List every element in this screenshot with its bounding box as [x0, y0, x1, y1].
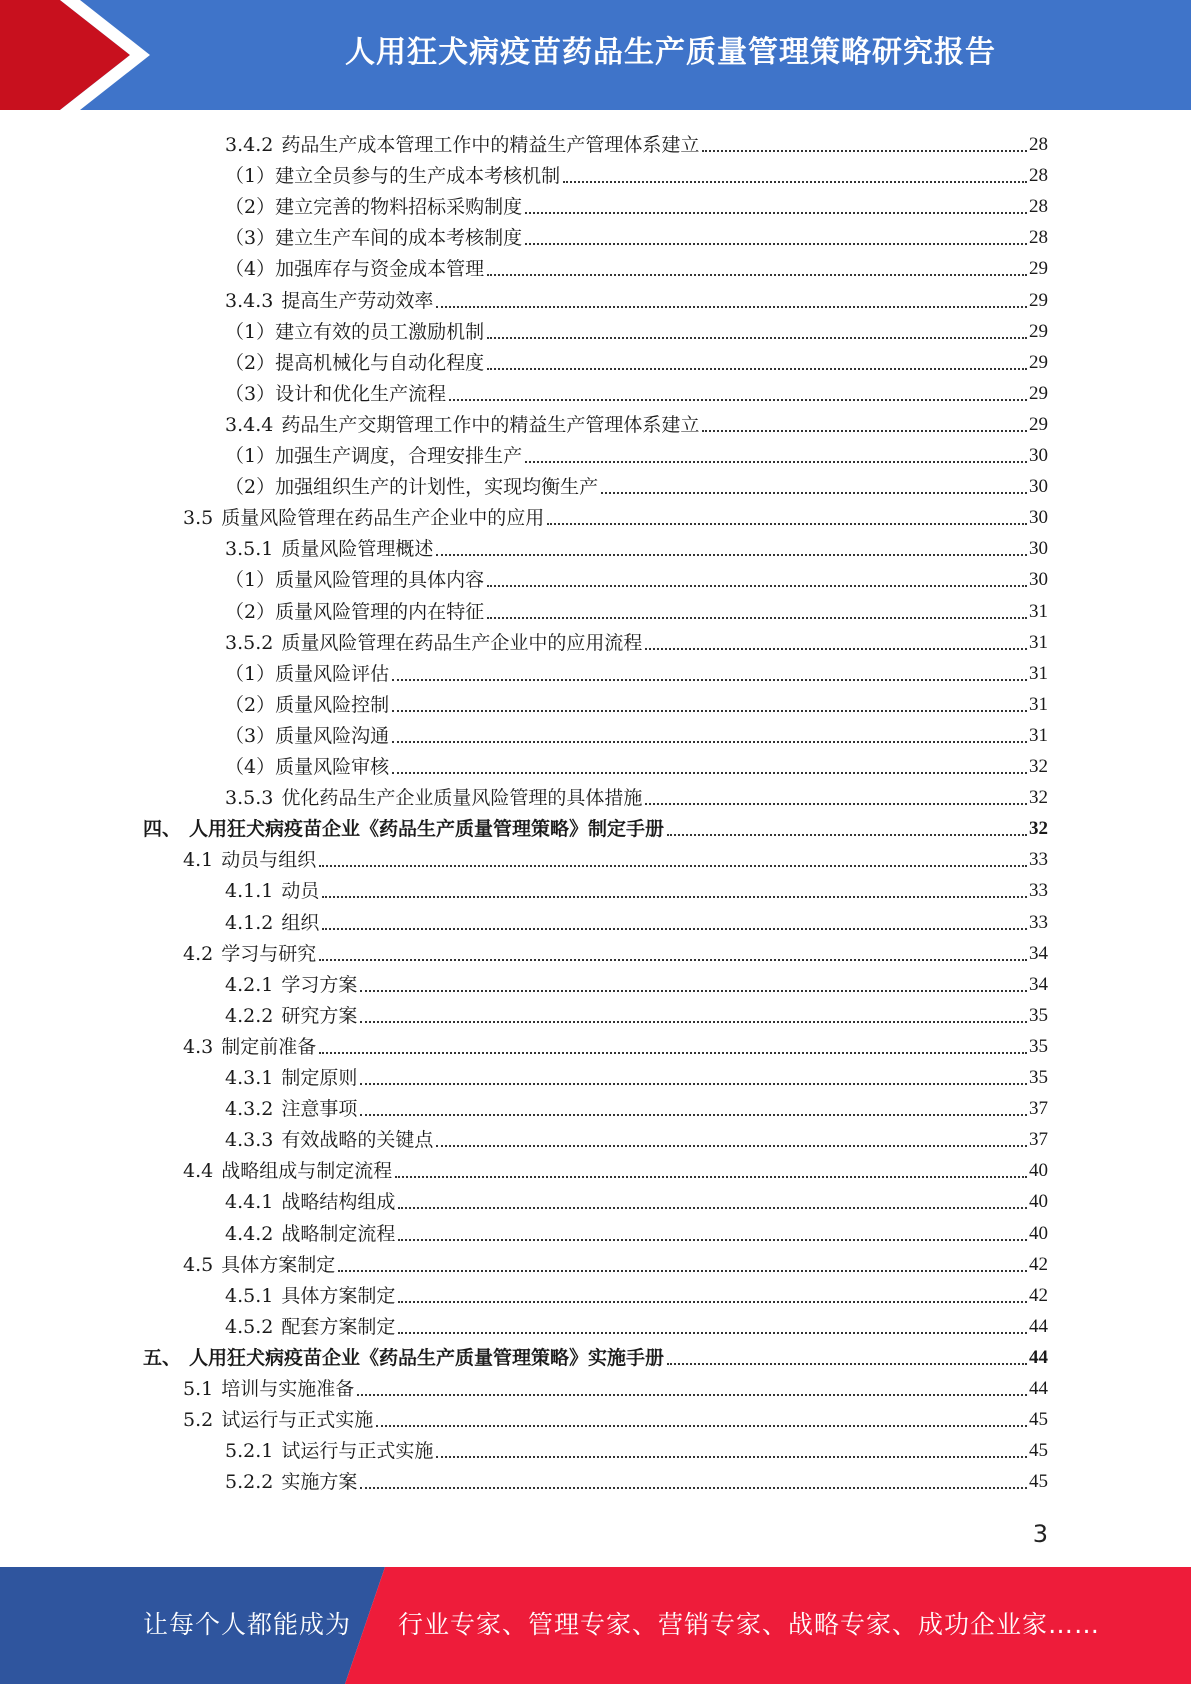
- toc-entry-title: 试运行与正式实施: [281, 1440, 434, 1463]
- toc-entry[interactable]: [225, 872, 1048, 903]
- toc-entry-title: 人用狂犬病疫苗企业《药品生产质量管理策略》实施手册: [189, 1346, 665, 1369]
- toc-entry-title: 有效战略的关键点: [281, 1129, 434, 1152]
- toc-entry-title: 质量风险管理的内在特征: [275, 600, 485, 623]
- toc-entry-title: 试运行与正式实施: [221, 1409, 374, 1432]
- toc-entry-number: 4.5.1: [225, 1284, 274, 1307]
- toc-dot-leader: [525, 211, 1027, 214]
- toc-entry-number: 3.5.3: [225, 787, 274, 810]
- toc-entry-number: 4.2.2: [225, 1004, 274, 1027]
- toc-dot-leader: [667, 833, 1027, 836]
- toc-entry-page: 31: [1029, 724, 1048, 746]
- toc-entry[interactable]: [225, 655, 1048, 686]
- toc-dot-leader: [702, 149, 1027, 152]
- toc-entry-page: 37: [1029, 1129, 1048, 1151]
- toc-entry-number: 4.3.1: [225, 1067, 274, 1089]
- toc-entry[interactable]: [225, 1059, 1048, 1090]
- toc-entry-number: 5.2.1: [225, 1440, 274, 1463]
- toc-entry[interactable]: [225, 1183, 1048, 1214]
- toc-entry-page: 30: [1029, 538, 1048, 560]
- toc-entry-page: 44: [1029, 1346, 1048, 1368]
- toc-entry-number: 4.1.2: [225, 911, 274, 934]
- toc-entry-page: 34: [1029, 973, 1048, 995]
- toc-entry[interactable]: [143, 810, 1048, 841]
- toc-entry-page: 29: [1029, 351, 1048, 373]
- toc-dot-leader: [525, 460, 1027, 463]
- toc-entry-number: 3.4.2: [225, 134, 274, 156]
- toc-entry[interactable]: [225, 561, 1048, 592]
- toc-dot-leader: [645, 802, 1027, 805]
- toc-entry[interactable]: [183, 935, 1048, 966]
- toc-entry-page: 31: [1029, 600, 1048, 622]
- toc-entry[interactable]: [225, 966, 1048, 997]
- toc-entry-page: 31: [1029, 693, 1048, 715]
- toc-entry[interactable]: [183, 1246, 1048, 1277]
- toc-entry[interactable]: [183, 841, 1048, 872]
- toc-entry[interactable]: [225, 686, 1048, 717]
- toc-entry[interactable]: [225, 624, 1048, 655]
- toc-dot-leader: [547, 522, 1027, 525]
- toc-entry-title: 战略结构组成: [281, 1191, 396, 1214]
- toc-entry-number: 3.5: [183, 507, 214, 530]
- toc-entry-page: 29: [1029, 382, 1048, 404]
- toc-entry-title: 设计和优化生产流程: [275, 382, 447, 405]
- toc-entry-title: 加强生产调度，合理安排生产: [275, 445, 523, 467]
- toc-entry[interactable]: [225, 1463, 1048, 1494]
- toc-entry-page: 29: [1029, 258, 1048, 280]
- toc-dot-leader: [449, 398, 1027, 401]
- toc-entry-page: 28: [1029, 134, 1048, 155]
- toc-entry-page: 40: [1029, 1191, 1048, 1213]
- toc-dot-leader: [436, 1144, 1027, 1147]
- toc-dot-leader: [645, 647, 1027, 650]
- toc-entry-title: 质量风险管理在药品生产企业中的应用流程: [281, 631, 643, 654]
- toc-entry-page: 32: [1029, 756, 1048, 777]
- toc-dot-leader: [392, 771, 1027, 774]
- toc-entry-page: 32: [1029, 818, 1048, 840]
- toc-entry-number: （2）: [225, 351, 276, 374]
- toc-entry-page: 29: [1029, 320, 1048, 342]
- toc-entry-title: 制定前准备: [221, 1035, 317, 1058]
- toc-dot-leader: [360, 1113, 1027, 1116]
- toc-entry-page: 45: [1029, 1440, 1048, 1462]
- toc-entry-page: 40: [1029, 1222, 1048, 1244]
- toc-entry-title: 质量风险审核: [275, 756, 390, 778]
- toc-entry-page: 37: [1029, 1098, 1048, 1120]
- toc-dot-leader: [398, 1331, 1027, 1334]
- toc-entry-page: 31: [1029, 631, 1048, 653]
- toc-entry[interactable]: [225, 1432, 1048, 1463]
- toc-entry-page: 44: [1029, 1378, 1048, 1399]
- toc-entry-title: 药品生产成本管理工作中的精益生产管理体系建立: [281, 134, 700, 156]
- toc-entry[interactable]: [225, 282, 1048, 313]
- toc-entry-number: （3）: [225, 724, 276, 747]
- toc-entry-page: 31: [1029, 662, 1048, 684]
- toc-entry-number: （1）: [225, 662, 276, 685]
- toc-entry[interactable]: [143, 1339, 1048, 1370]
- toc-dot-leader: [319, 864, 1027, 867]
- toc-entry-title: 建立完善的物料招标采购制度: [275, 196, 523, 219]
- toc-entry-number: （2）: [225, 196, 276, 219]
- toc-entry[interactable]: [183, 1028, 1048, 1059]
- toc-entry-title: 战略组成与制定流程: [221, 1160, 393, 1183]
- toc-entry-title: 质量风险管理概述: [281, 538, 434, 561]
- toc-entry-page: 45: [1029, 1471, 1048, 1493]
- toc-dot-leader: [436, 305, 1027, 308]
- toc-dot-leader: [601, 491, 1027, 494]
- toc-entry-page: 35: [1029, 1067, 1048, 1088]
- toc-entry-number: 4.1.1: [225, 880, 274, 903]
- toc-entry-title: 提高生产劳动效率: [281, 289, 434, 312]
- toc-entry-page: 42: [1029, 1284, 1048, 1306]
- toc-dot-leader: [392, 678, 1027, 681]
- toc-entry-number: 3.5.2: [225, 631, 274, 654]
- toc-entry[interactable]: [183, 1370, 1048, 1401]
- toc-entry-title: 组织: [281, 911, 320, 934]
- toc-entry-number: 4.3: [183, 1035, 214, 1058]
- toc-dot-leader: [360, 989, 1027, 992]
- toc-dot-leader: [487, 616, 1027, 619]
- toc-entry-page: 33: [1029, 849, 1048, 871]
- toc-entry-page: 30: [1029, 476, 1048, 498]
- toc-entry-title: 配套方案制定: [281, 1315, 396, 1338]
- toc-entry-number: 五、: [143, 1346, 182, 1369]
- toc-entry-title: 质量风险管理在药品生产企业中的应用: [221, 507, 545, 530]
- toc-dot-leader: [398, 1300, 1027, 1303]
- toc-entry-page: 30: [1029, 445, 1048, 466]
- toc-entry[interactable]: [225, 375, 1048, 406]
- page-number: 3: [1032, 1520, 1048, 1548]
- toc-entry-number: （2）: [225, 600, 276, 623]
- toc-entry-title: 优化药品生产企业质量风险管理的具体措施: [281, 787, 643, 810]
- toc-entry-number: 4.4.2: [225, 1222, 274, 1245]
- toc-entry-number: 4.3.2: [225, 1098, 274, 1121]
- toc-entry[interactable]: [225, 468, 1048, 499]
- toc-dot-leader: [525, 242, 1027, 245]
- toc-entry-number: （4）: [225, 756, 276, 778]
- toc-dot-leader: [487, 367, 1027, 370]
- toc-entry-number: 3.5.1: [225, 538, 274, 561]
- toc-dot-leader: [487, 584, 1027, 587]
- toc-dot-leader: [319, 958, 1027, 961]
- toc-dot-leader: [487, 273, 1027, 276]
- toc-entry[interactable]: [225, 593, 1048, 624]
- toc-entry-number: 四、: [143, 818, 182, 841]
- toc-dot-leader: [395, 1175, 1027, 1178]
- toc-entry-number: 4.4: [183, 1160, 214, 1183]
- toc-entry-page: 35: [1029, 1004, 1048, 1026]
- toc-entry-page: 28: [1029, 227, 1048, 249]
- page-header: [0, 0, 1191, 110]
- toc-dot-leader: [702, 429, 1027, 432]
- toc-entry-number: （3）: [225, 382, 276, 405]
- toc-entry-number: （4）: [225, 258, 276, 281]
- toc-entry[interactable]: [183, 1401, 1048, 1432]
- toc-entry-title: 人用狂犬病疫苗企业《药品生产质量管理策略》制定手册: [189, 818, 665, 841]
- toc-dot-leader: [360, 1082, 1027, 1085]
- toc-entry[interactable]: [225, 779, 1048, 810]
- toc-entry-number: 4.4.1: [225, 1191, 274, 1214]
- toc-entry-title: 制定原则: [281, 1067, 358, 1089]
- toc-entry-number: （1）: [225, 165, 276, 188]
- toc-entry[interactable]: [225, 1090, 1048, 1121]
- toc-entry[interactable]: [225, 437, 1048, 468]
- toc-entry-title: 加强库存与资金成本管理: [275, 258, 485, 281]
- toc-entry-number: 4.2: [183, 942, 214, 965]
- toc-dot-leader: [436, 1455, 1027, 1458]
- footer-slogan-left: 让每个人都能成为: [143, 1610, 352, 1639]
- toc-entry-title: 培训与实施准备: [221, 1378, 355, 1400]
- toc-entry[interactable]: [225, 530, 1048, 561]
- toc-entry-title: 提高机械化与自动化程度: [275, 351, 485, 374]
- toc-entry-number: 3.4.3: [225, 289, 274, 312]
- toc-entry-title: 学习方案: [281, 973, 358, 996]
- toc-dot-leader: [563, 180, 1027, 183]
- toc-entry-page: 35: [1029, 1035, 1048, 1057]
- toc-entry-title: 质量风险管理的具体内容: [275, 569, 485, 592]
- toc-entry-page: 32: [1029, 787, 1048, 809]
- toc-entry[interactable]: [225, 406, 1048, 437]
- toc-entry-title: 研究方案: [281, 1004, 358, 1027]
- toc-dot-leader: [392, 709, 1027, 712]
- toc-entry-title: 建立生产车间的成本考核制度: [275, 227, 523, 250]
- toc-entry-page: 28: [1029, 196, 1048, 218]
- toc-entry-title: 实施方案: [281, 1471, 358, 1494]
- toc-entry-title: 药品生产交期管理工作中的精益生产管理体系建立: [281, 413, 700, 436]
- toc-entry-number: 5.1: [183, 1378, 214, 1400]
- toc-dot-leader: [436, 553, 1027, 556]
- toc-entry-number: 4.3.3: [225, 1129, 274, 1152]
- toc-entry[interactable]: [225, 717, 1048, 748]
- toc-dot-leader: [357, 1393, 1027, 1396]
- toc-dot-leader: [398, 1238, 1027, 1241]
- toc-entry-title: 建立全员参与的生产成本考核机制: [275, 165, 561, 188]
- toc-entry[interactable]: [225, 1277, 1048, 1308]
- toc-entry-page: 34: [1029, 942, 1048, 964]
- toc-entry[interactable]: [225, 904, 1048, 935]
- toc-entry[interactable]: [225, 157, 1048, 188]
- toc-entry-page: 45: [1029, 1409, 1048, 1431]
- toc-dot-leader: [322, 927, 1027, 930]
- toc-entry-number: （2）: [225, 476, 276, 499]
- toc-entry-page: 30: [1029, 507, 1048, 529]
- toc-entry-title: 战略制定流程: [281, 1222, 396, 1245]
- toc-entry[interactable]: [225, 1215, 1048, 1246]
- report-title: 人用狂犬病疫苗药品生产质量管理策略研究报告: [345, 35, 996, 70]
- toc-entry-page: 33: [1029, 911, 1048, 933]
- toc-dot-leader: [338, 1269, 1027, 1272]
- toc-entry-title: 学习与研究: [221, 942, 317, 965]
- toc-dot-leader: [360, 1020, 1027, 1023]
- toc-entry[interactable]: [225, 250, 1048, 281]
- toc-entry[interactable]: [225, 1308, 1048, 1339]
- toc-entry-title: 加强组织生产的计划性，实现均衡生产: [275, 476, 599, 499]
- toc-dot-leader: [392, 740, 1027, 743]
- toc-entry-page: 28: [1029, 165, 1048, 187]
- toc-entry-page: 40: [1029, 1160, 1048, 1182]
- toc-entry[interactable]: [225, 188, 1048, 219]
- page-footer: [0, 1567, 1191, 1684]
- toc-entry-number: （1）: [225, 320, 276, 343]
- toc-dot-leader: [319, 1051, 1027, 1054]
- toc-entry[interactable]: [183, 1152, 1048, 1183]
- toc-entry-page: 42: [1029, 1253, 1048, 1275]
- footer-slogan-right: 行业专家、管理专家、营销专家、战略专家、成功企业家……: [398, 1610, 1101, 1639]
- toc-entry-page: 29: [1029, 289, 1048, 311]
- toc-dot-leader: [360, 1486, 1027, 1489]
- toc-dot-leader: [667, 1362, 1027, 1365]
- toc-entry[interactable]: [225, 219, 1048, 250]
- toc-entry-number: 3.4.4: [225, 413, 274, 436]
- toc-entry-title: 质量风险评估: [275, 662, 390, 685]
- toc-entry[interactable]: [183, 499, 1048, 530]
- toc-entry-title: 建立有效的员工激励机制: [275, 320, 485, 343]
- toc-entry-number: 4.5: [183, 1253, 214, 1276]
- toc-entry-page: 29: [1029, 413, 1048, 435]
- toc-entry-number: （1）: [225, 569, 276, 592]
- toc-entry[interactable]: [225, 997, 1048, 1028]
- toc-entry-number: （1）: [225, 445, 276, 467]
- toc-dot-leader: [487, 336, 1027, 339]
- toc-entry-title: 动员与组织: [221, 849, 317, 872]
- toc-entry-title: 质量风险控制: [275, 693, 390, 716]
- toc-entry-title: 动员: [281, 880, 320, 903]
- toc-entry-number: 5.2: [183, 1409, 214, 1432]
- toc-entry-page: 33: [1029, 880, 1048, 902]
- toc-entry-title: 具体方案制定: [281, 1284, 396, 1307]
- toc-entry[interactable]: [225, 748, 1048, 779]
- toc-dot-leader: [398, 1206, 1027, 1209]
- toc-entry-title: 注意事项: [281, 1098, 358, 1121]
- toc-entry-title: 具体方案制定: [221, 1253, 336, 1276]
- toc-entry-number: （3）: [225, 227, 276, 250]
- toc-entry-number: 4.1: [183, 849, 214, 872]
- toc-entry-number: 4.5.2: [225, 1315, 274, 1338]
- toc-dot-leader: [376, 1424, 1027, 1427]
- toc-entry[interactable]: [225, 1121, 1048, 1152]
- toc-entry-page: 30: [1029, 569, 1048, 591]
- toc-entry[interactable]: [225, 344, 1048, 375]
- toc-entry-title: 质量风险沟通: [275, 724, 390, 747]
- toc-dot-leader: [322, 895, 1027, 898]
- toc-entry-number: 5.2.2: [225, 1471, 274, 1494]
- toc-entry-number: 4.2.1: [225, 973, 274, 996]
- toc-entry[interactable]: [225, 313, 1048, 344]
- toc-entry[interactable]: [225, 126, 1048, 157]
- toc-entry-number: （2）: [225, 693, 276, 716]
- toc-entry-page: 44: [1029, 1315, 1048, 1337]
